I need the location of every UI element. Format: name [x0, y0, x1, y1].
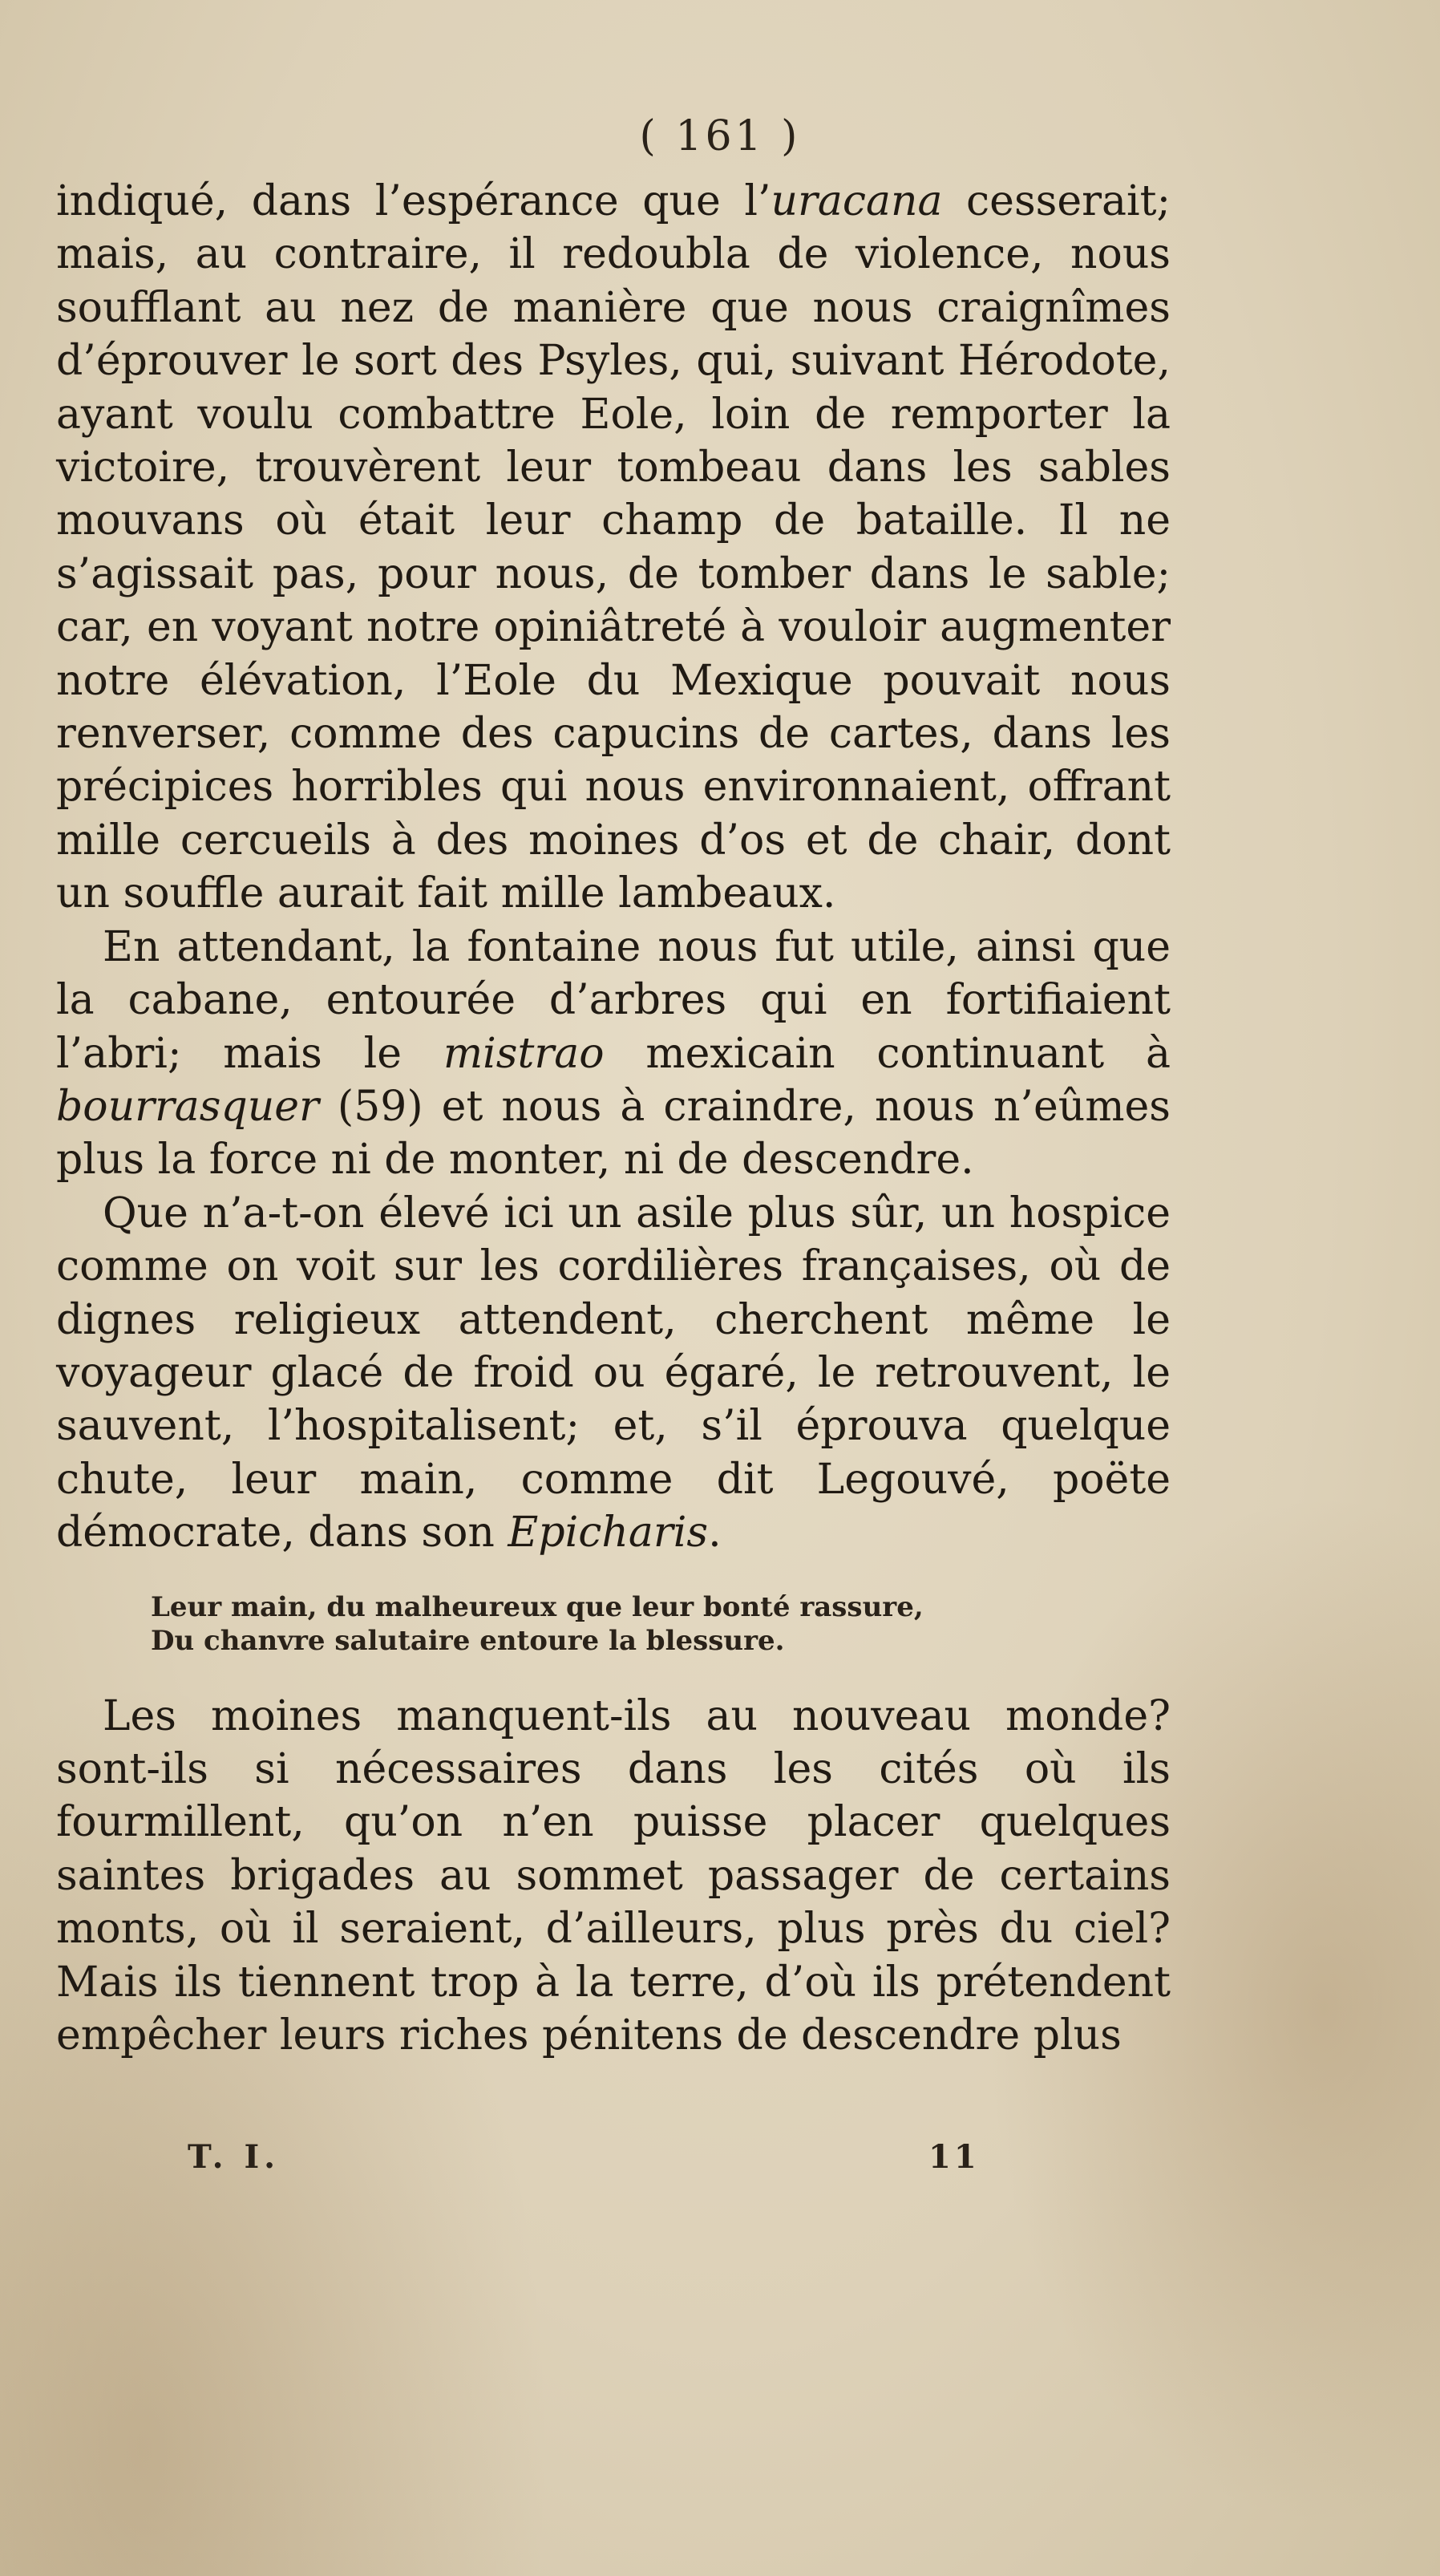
paragraph [56, 921, 1171, 1187]
main-text [56, 175, 1171, 2062]
text-run: . [708, 1509, 722, 1557]
text-run: indiqué, dans l’espérance que l’ [56, 177, 771, 225]
italic-term: uracana [771, 177, 943, 225]
signature-mark: T. I. [188, 2138, 281, 2176]
text-run: En attendant, la fontaine nous fut utile, ainsi que la cabane, entourée d’arbres qui en fortifiaient l’abri; mais le [56, 922, 1171, 1078]
italic-term: mistrao [443, 1029, 605, 1078]
gathering-number: 11 [928, 2138, 980, 2176]
text-run: Que n’a-t-on élevé ici un asile plus sûr, un hospice comme on voit sur les cordilières françaises, où de dignes religieux attendent, cherchent même le voyageur glacé de froid ou égaré, le retrouvent, le sauvent, l’hospitalisent; et, s’il éprouva quelque chute, leur main, comme dit Legouvé, poëte démocrate, dans son [56, 1189, 1171, 1557]
text-run: mexicain continuant à [604, 1029, 1171, 1078]
paragraph [56, 175, 1171, 921]
verse-line: Leur main, du malheureux que leur bonté rassure, [151, 1590, 924, 1623]
paragraph [56, 1187, 1171, 1560]
italic-term: bourrasquer [56, 1082, 319, 1131]
verse-line: Du chanvre salutaire entoure la blessure. [151, 1624, 785, 1657]
page-footer [0, 2138, 1440, 2186]
verse-quotation [151, 1590, 1065, 1658]
text-run: cesserait; mais, au contraire, il redoubla de violence, nous soufflant au nez de manière que nous craignîmes d’éprouver le sort des Psyles, qui, suivant Hérodote, ayant voulu combattre Eole, loin de remporter la victoire, trouvèrent leur tombeau dans les sables mouvans où était leur champ de bataille. Il ne s’agissait pas, pour nous, de tomber dans le sable; car, en voyant notre opiniâtreté à vouloir augmenter notre élévation, l’Eole du Mexique pouvait nous renverser, comme des capucins de cartes, dans les précipices horribles qui nous environnaient, offrant mille cercueils à des moines d’os et de chair, dont un souffle aurait fait mille lambeaux. [56, 177, 1171, 918]
text-run: (59) et nous à craindre, nous n’eûmes plus la force ni de monter, ni de descendre. [56, 1082, 1171, 1185]
italic-title: Epicharis [508, 1509, 709, 1557]
page-number: ( 161 ) [639, 112, 801, 160]
paragraph: Les moines manquent-ils au nouveau monde? sont-ils si nécessaires dans les cités où ils fourmillent, qu’on n’en puisse placer quelques saintes brigades au sommet passager de certains monts, où il seraient, d’ailleurs, plus près du ciel? Mais ils tiennent trop à la terre, d’où ils prétendent empêcher leurs riches pénitens de descendre plus [56, 1691, 1171, 2060]
